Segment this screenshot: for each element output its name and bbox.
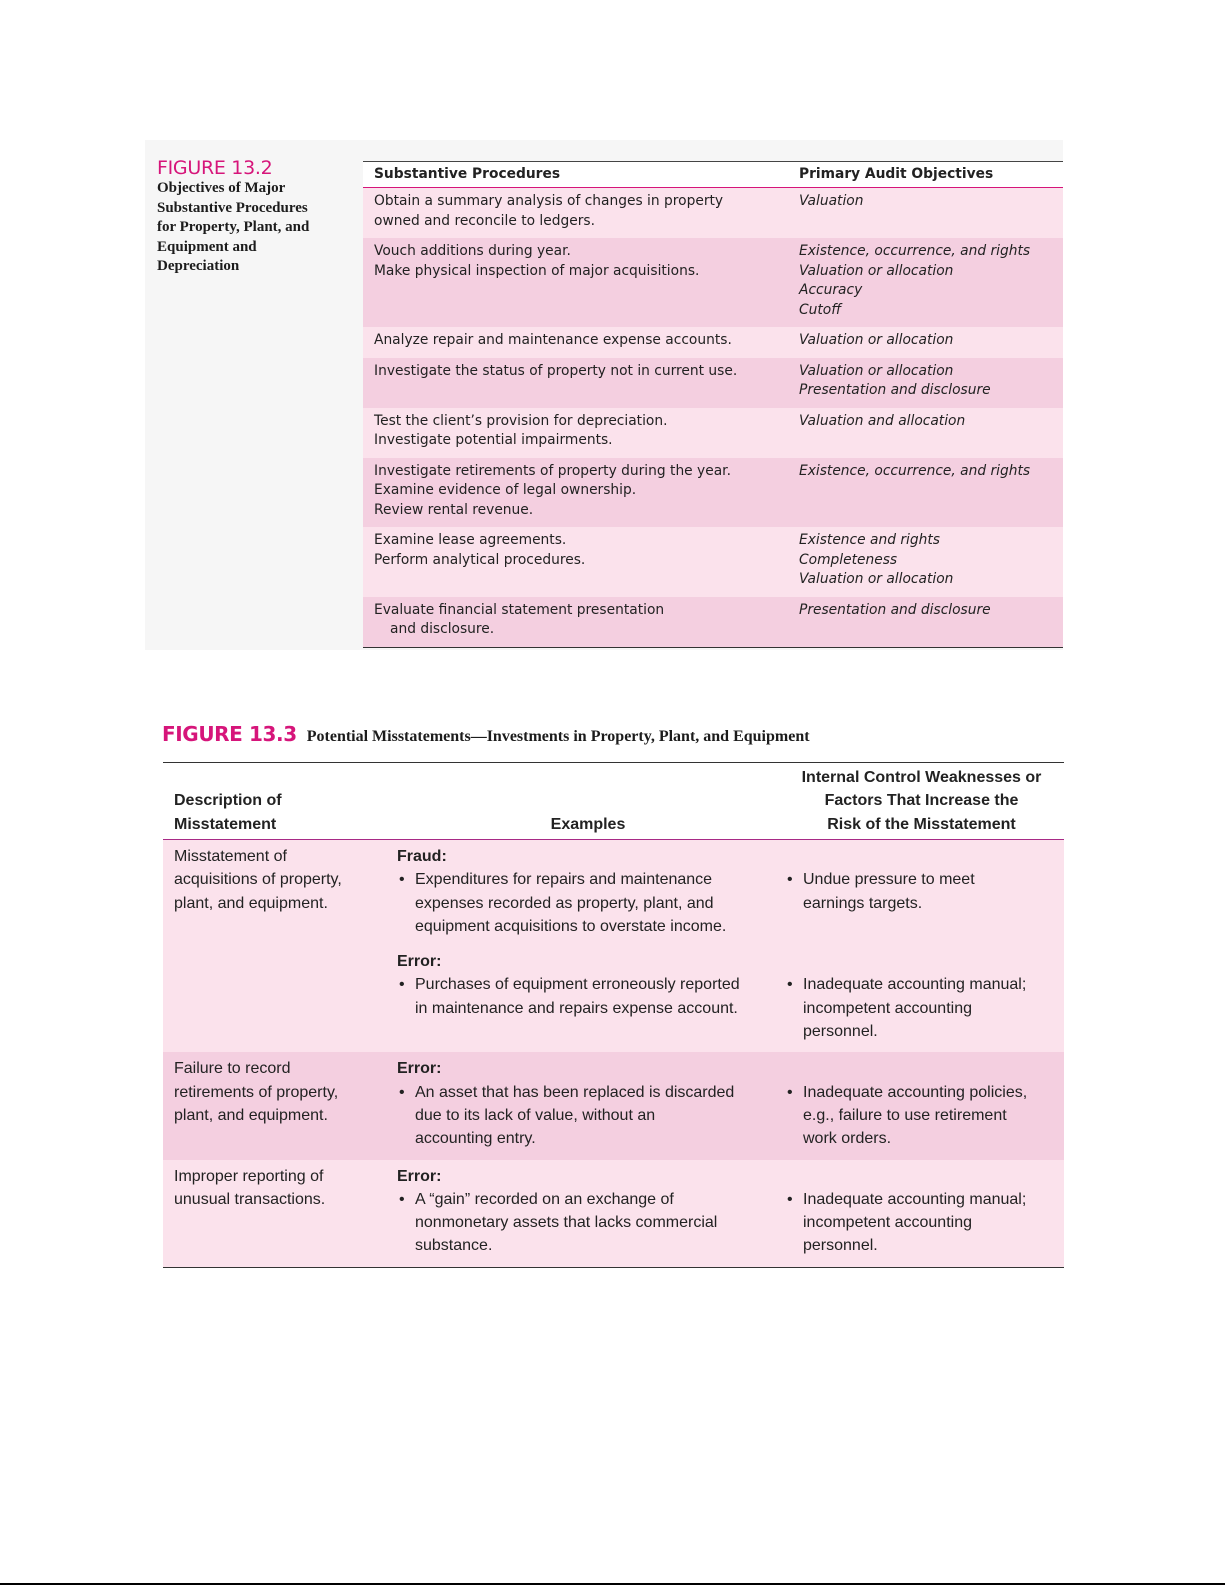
examples-cell — [397, 1057, 779, 1150]
header-line: Examples — [550, 815, 626, 833]
procedure-line: and disclosure. — [390, 621, 495, 637]
header-line: Description of — [174, 792, 282, 810]
example-line: Expenditures for repairs and maintenance — [415, 871, 713, 889]
example-group — [397, 950, 1064, 1043]
procedure-cell — [363, 192, 793, 231]
title-line: Substantive Procedures — [157, 199, 308, 216]
table-row — [163, 1052, 1064, 1159]
example-bullet — [397, 1188, 779, 1258]
factor-line: personnel. — [803, 1237, 878, 1255]
procedure-line: Review rental revenue. — [374, 501, 534, 518]
factors-cell — [779, 950, 1064, 1043]
example-line: equipment acquisitions to overstate income. — [415, 917, 727, 935]
table-row — [363, 238, 1063, 327]
header-factors — [779, 766, 1064, 839]
header-description — [163, 789, 397, 839]
example-text — [415, 1188, 779, 1258]
objective-line: Presentation and disclosure — [799, 601, 991, 618]
procedure-cell — [363, 242, 793, 320]
substantive-procedures-table — [363, 161, 1063, 648]
procedure-line: Test the client’s provision for depreciation. — [374, 412, 668, 429]
bullet-icon: • — [787, 1083, 793, 1101]
procedure-line: Evaluate financial statement presentation — [374, 601, 665, 618]
factor-line: Undue pressure to meet — [803, 871, 975, 889]
header-primary-audit-objectives: Primary Audit Objectives — [799, 165, 994, 182]
objective-line: Existence, occurrence, and rights — [799, 462, 1031, 479]
table-row — [363, 358, 1063, 408]
description-line: Misstatement of — [174, 848, 287, 865]
objective-cell — [793, 331, 1063, 351]
description-cell — [163, 1057, 397, 1150]
objective-cell — [793, 462, 1063, 521]
table-row — [363, 597, 1063, 647]
table-row — [363, 527, 1063, 597]
header-line: Factors That Increase the — [824, 792, 1019, 810]
description-line: unusual transactions. — [174, 1190, 326, 1208]
procedure-cell — [363, 531, 793, 590]
figure-title — [157, 179, 349, 277]
factor-line: incompetent accounting — [803, 1214, 972, 1232]
objective-line: Valuation or allocation — [799, 362, 954, 379]
bullet-icon: • — [787, 871, 793, 889]
example-line: An asset that has been replaced is discarded — [415, 1083, 735, 1101]
procedure-line: Examine lease agreements. — [374, 532, 567, 548]
description-cell — [163, 1165, 397, 1258]
header-substantive-procedures: Substantive Procedures — [374, 165, 561, 182]
table-body — [363, 188, 1063, 647]
figure-title: Potential Misstatements—Investments in Property, Plant, and Equipment — [306, 728, 810, 745]
description-line: Improper reporting of — [174, 1167, 324, 1185]
objective-cell — [793, 192, 1063, 231]
header-line: Misstatement — [174, 815, 277, 833]
procedure-cell — [363, 331, 793, 351]
factor-line: Inadequate accounting manual; — [803, 976, 1027, 994]
description-line: plant, and equipment. — [174, 1106, 328, 1124]
example-line: substance. — [415, 1237, 493, 1255]
table-row — [363, 327, 1063, 358]
factor-text — [803, 1188, 1064, 1258]
examples-and-factors — [397, 845, 1064, 1043]
spacer — [785, 1165, 1064, 1188]
description-cell — [163, 845, 397, 1043]
example-bullet — [397, 1081, 779, 1151]
objective-line: Valuation or allocation — [799, 332, 954, 348]
examples-cell — [397, 950, 779, 1043]
objective-line: Valuation and allocation — [799, 412, 966, 429]
objective-cell — [793, 362, 1063, 401]
description-line: acquisitions of property, — [174, 871, 342, 889]
table-row — [163, 840, 1064, 1052]
factor-line: Inadequate accounting manual; — [803, 1190, 1027, 1208]
objective-line: Existence, occurrence, and rights — [799, 243, 1031, 259]
example-text — [415, 1081, 779, 1151]
factor-bullet — [785, 973, 1064, 1043]
bullet-icon: • — [399, 871, 405, 889]
objective-line: Presentation and disclosure — [799, 382, 991, 398]
factor-bullet — [785, 868, 1064, 915]
factor-line: personnel. — [803, 1023, 878, 1041]
factor-line: earnings targets. — [803, 894, 923, 912]
procedure-cell — [363, 412, 793, 451]
procedure-line: Vouch additions during year. — [374, 243, 571, 259]
table-row — [363, 458, 1063, 528]
factor-line: Inadequate accounting policies, — [803, 1083, 1028, 1101]
factor-text — [803, 868, 1064, 915]
potential-misstatements-table — [163, 762, 1064, 1268]
factors-cell — [779, 1165, 1064, 1258]
bullet-icon: • — [399, 976, 405, 994]
title-line: Depreciation — [157, 258, 240, 274]
bullet-icon: • — [787, 976, 793, 994]
example-line: Purchases of equipment erroneously reported — [415, 976, 740, 994]
spacer — [785, 1057, 1064, 1080]
factor-bullet — [785, 1188, 1064, 1258]
objective-line: Valuation — [799, 193, 864, 209]
objective-line: Valuation or allocation — [799, 262, 954, 279]
factor-line: e.g., failure to use retirement — [803, 1106, 1007, 1124]
example-text — [415, 868, 779, 938]
factor-text — [803, 1081, 1064, 1151]
table-body — [163, 840, 1064, 1267]
example-line: in maintenance and repairs expense account. — [415, 999, 738, 1017]
factor-text — [803, 973, 1064, 1043]
example-line: expenses recorded as property, plant, and — [415, 894, 714, 912]
example-label: Error: — [397, 1167, 442, 1185]
example-bullet — [397, 973, 779, 1020]
examples-and-factors — [397, 1057, 1064, 1150]
spacer — [785, 950, 1064, 973]
table-row — [363, 408, 1063, 458]
factors-cell — [779, 845, 1064, 938]
description-line: plant, and equipment. — [174, 894, 328, 912]
header-line: Internal Control Weaknesses or — [801, 769, 1042, 787]
header-examples — [397, 813, 779, 839]
factors-cell — [779, 1057, 1064, 1150]
factor-bullet — [785, 1081, 1064, 1151]
factor-line: work orders. — [803, 1130, 892, 1148]
objective-cell — [793, 242, 1063, 320]
example-line: accounting entry. — [415, 1130, 536, 1148]
example-line: nonmonetary assets that lacks commercial — [415, 1214, 718, 1232]
figure-number: FIGURE 13.2 — [157, 157, 273, 179]
examples-cell — [397, 845, 779, 938]
bullet-icon: • — [787, 1190, 793, 1208]
procedure-cell — [363, 362, 793, 401]
description-line: retirements of property, — [174, 1083, 339, 1101]
procedure-line: owned and reconcile to ledgers. — [374, 212, 596, 229]
header-line: Risk of the Misstatement — [827, 815, 1016, 833]
objective-line: Completeness — [799, 551, 898, 568]
spacer — [785, 845, 1064, 868]
objective-line: Existence and rights — [799, 532, 940, 548]
procedure-line: Investigate potential impairments. — [374, 432, 613, 448]
example-line: due to its lack of value, without an — [415, 1106, 656, 1124]
objective-cell — [793, 412, 1063, 451]
description-line: Failure to record — [174, 1060, 291, 1078]
example-group — [397, 1165, 1064, 1258]
bullet-icon: • — [399, 1190, 405, 1208]
examples-and-factors — [397, 1165, 1064, 1258]
title-line: Equipment and — [157, 238, 257, 255]
procedure-line: Examine evidence of legal ownership. — [374, 482, 637, 498]
title-line: Objectives of Major — [157, 180, 286, 196]
objective-line: Accuracy — [799, 282, 863, 298]
procedure-line: Perform analytical procedures. — [374, 551, 586, 568]
title-line: for Property, Plant, and — [157, 219, 310, 235]
procedure-line: Make physical inspection of major acquisitions. — [374, 262, 700, 279]
example-group — [397, 845, 1064, 938]
example-label: Error: — [397, 1060, 442, 1078]
examples-cell — [397, 1165, 779, 1258]
table-header-row — [163, 763, 1064, 840]
objective-cell — [793, 601, 1063, 640]
objective-line: Valuation or allocation — [799, 571, 954, 587]
bullet-icon: • — [399, 1083, 405, 1101]
table-row — [163, 1160, 1064, 1267]
procedure-line: Obtain a summary analysis of changes in property — [374, 193, 724, 209]
objective-cell — [793, 531, 1063, 590]
example-bullet — [397, 868, 779, 938]
example-group — [397, 1057, 1064, 1150]
procedure-line: Analyze repair and maintenance expense accounts. — [374, 332, 732, 348]
procedure-line: Investigate the status of property not in current use. — [374, 362, 738, 379]
example-label: Fraud: — [397, 848, 447, 865]
objective-line: Cutoff — [799, 301, 842, 318]
factor-line: incompetent accounting — [803, 999, 972, 1017]
example-line: A “gain” recorded on an exchange of — [415, 1190, 674, 1208]
procedure-cell — [363, 601, 793, 640]
table-row — [363, 188, 1063, 238]
example-label: Error: — [397, 953, 442, 971]
figure-13-3-caption — [162, 722, 810, 746]
figure-13-2-caption — [157, 157, 349, 277]
table-header-row — [363, 162, 1063, 188]
procedure-cell — [363, 462, 793, 521]
figure-number: FIGURE 13.3 — [162, 722, 297, 746]
example-text — [415, 973, 779, 1020]
procedure-line: Investigate retirements of property during the year. — [374, 462, 731, 479]
